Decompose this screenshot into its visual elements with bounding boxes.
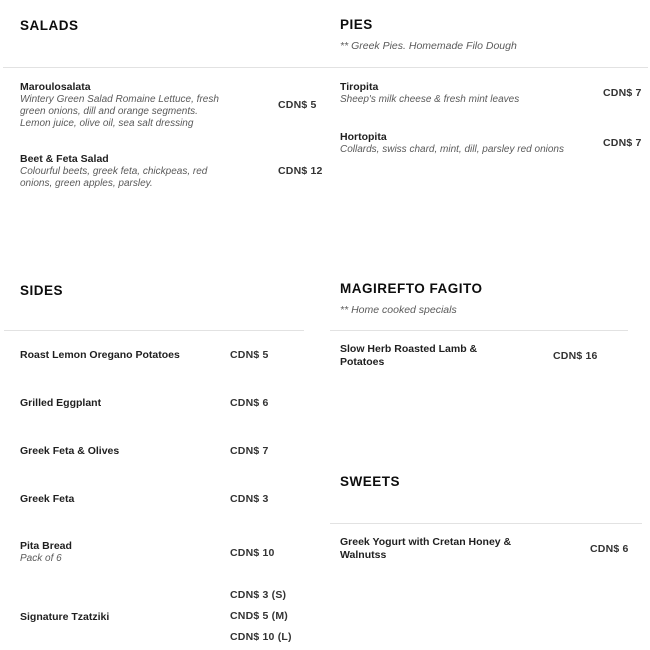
section-items <box>340 80 650 156</box>
item-name: Slow Herb Roasted Lamb & Potatoes <box>340 343 478 368</box>
item-price: CDN$ 7 <box>603 87 642 99</box>
menu-item-roast-potatoes <box>20 348 320 362</box>
menu-item-beet-feta-salad <box>20 152 323 190</box>
item-name: Greek Yogurt with Cretan Honey & Walnutss <box>340 536 512 561</box>
section-pies <box>340 17 650 180</box>
item-text <box>340 536 590 562</box>
item-text <box>340 130 603 156</box>
item-price: CDN$ 7 <box>230 445 269 457</box>
item-price-list <box>230 585 292 648</box>
item-price: CDN$ 5 <box>278 99 317 111</box>
section-subtitle: ** Greek Pies. Homemade Filo Dough <box>340 40 517 52</box>
item-price: CDN$ 10 <box>230 546 275 559</box>
item-text <box>20 348 230 362</box>
menu-item-maroulosalata <box>20 80 320 130</box>
menu-item-grilled-eggplant <box>20 396 320 410</box>
item-price: CDN$ 16 <box>553 350 598 362</box>
menu-item-signature-tzatziki <box>20 585 320 648</box>
section-title-sides: SIDES <box>20 283 64 298</box>
item-name: Signature Tzatziki <box>20 610 110 623</box>
item-name: Greek Feta <box>20 493 75 505</box>
section-magirefto-fagito <box>340 281 650 369</box>
menu-item-greek-feta-olives <box>20 444 320 458</box>
item-text <box>20 396 230 410</box>
item-text <box>20 80 278 130</box>
section-items <box>340 343 650 369</box>
section-title-sweets: SWEETS <box>340 474 401 489</box>
item-name: Hortopita <box>340 131 387 143</box>
item-text <box>20 610 230 624</box>
item-description: Sheep's milk cheese & fresh mint leaves <box>340 94 520 105</box>
section-sides <box>20 283 320 648</box>
item-name: Pita Bread <box>20 540 72 552</box>
section-subtitle: ** Home cooked specials <box>340 304 457 316</box>
item-name: Beet & Feta Salad <box>20 153 109 165</box>
item-price: CDN$ 7 <box>603 137 642 149</box>
item-text <box>20 540 230 565</box>
item-text <box>20 492 230 506</box>
item-price-medium: CND$ 5 (M) <box>230 610 289 622</box>
section-items <box>20 80 323 190</box>
menu-item-greek-yogurt <box>340 536 650 562</box>
item-description: Colourful beets, greek feta, chickpeas, red onions, green apples, parsley. <box>20 166 208 189</box>
section-items <box>20 348 320 648</box>
item-text <box>20 152 278 190</box>
item-name: Grilled Eggplant <box>20 397 102 409</box>
item-name: Greek Feta & Olives <box>20 445 120 457</box>
menu-item-greek-feta <box>20 492 320 506</box>
item-price: CDN$ 5 <box>230 349 269 361</box>
item-price: CDN$ 6 <box>230 397 269 409</box>
item-price-large: CDN$ 10 (L) <box>230 631 292 643</box>
item-price-small: CDN$ 3 (S) <box>230 589 287 601</box>
section-salads <box>20 18 323 212</box>
menu-item-lamb-potatoes <box>340 343 650 369</box>
section-sweets <box>340 474 650 562</box>
item-name: Tiropita <box>340 81 379 93</box>
menu-item-hortopita <box>340 130 650 156</box>
section-title-magirefto: MAGIREFTO FAGITO <box>340 281 483 296</box>
section-title-salads: SALADS <box>20 18 79 33</box>
item-description: Pack of 6 <box>20 553 62 564</box>
item-name: Roast Lemon Oregano Potatoes <box>20 349 180 361</box>
item-price: CDN$ 3 <box>230 493 269 505</box>
section-title-pies: PIES <box>340 17 373 32</box>
item-description: Collards, swiss chard, mint, dill, parsley red onions <box>340 144 564 155</box>
item-description: Wintery Green Salad Romaine Lettuce, fresh green onions, dill and orange segments. Lemon juice, olive oil, sea salt dressing <box>20 94 219 129</box>
item-price: CDN$ 6 <box>590 543 629 555</box>
item-name: Maroulosalata <box>20 81 91 93</box>
item-price: CDN$ 12 <box>278 165 323 177</box>
section-items <box>340 536 650 562</box>
item-text <box>340 343 553 369</box>
item-text <box>20 444 230 458</box>
menu-item-pita-bread <box>20 540 320 565</box>
item-text <box>340 80 603 106</box>
menu-item-tiropita <box>340 80 650 106</box>
